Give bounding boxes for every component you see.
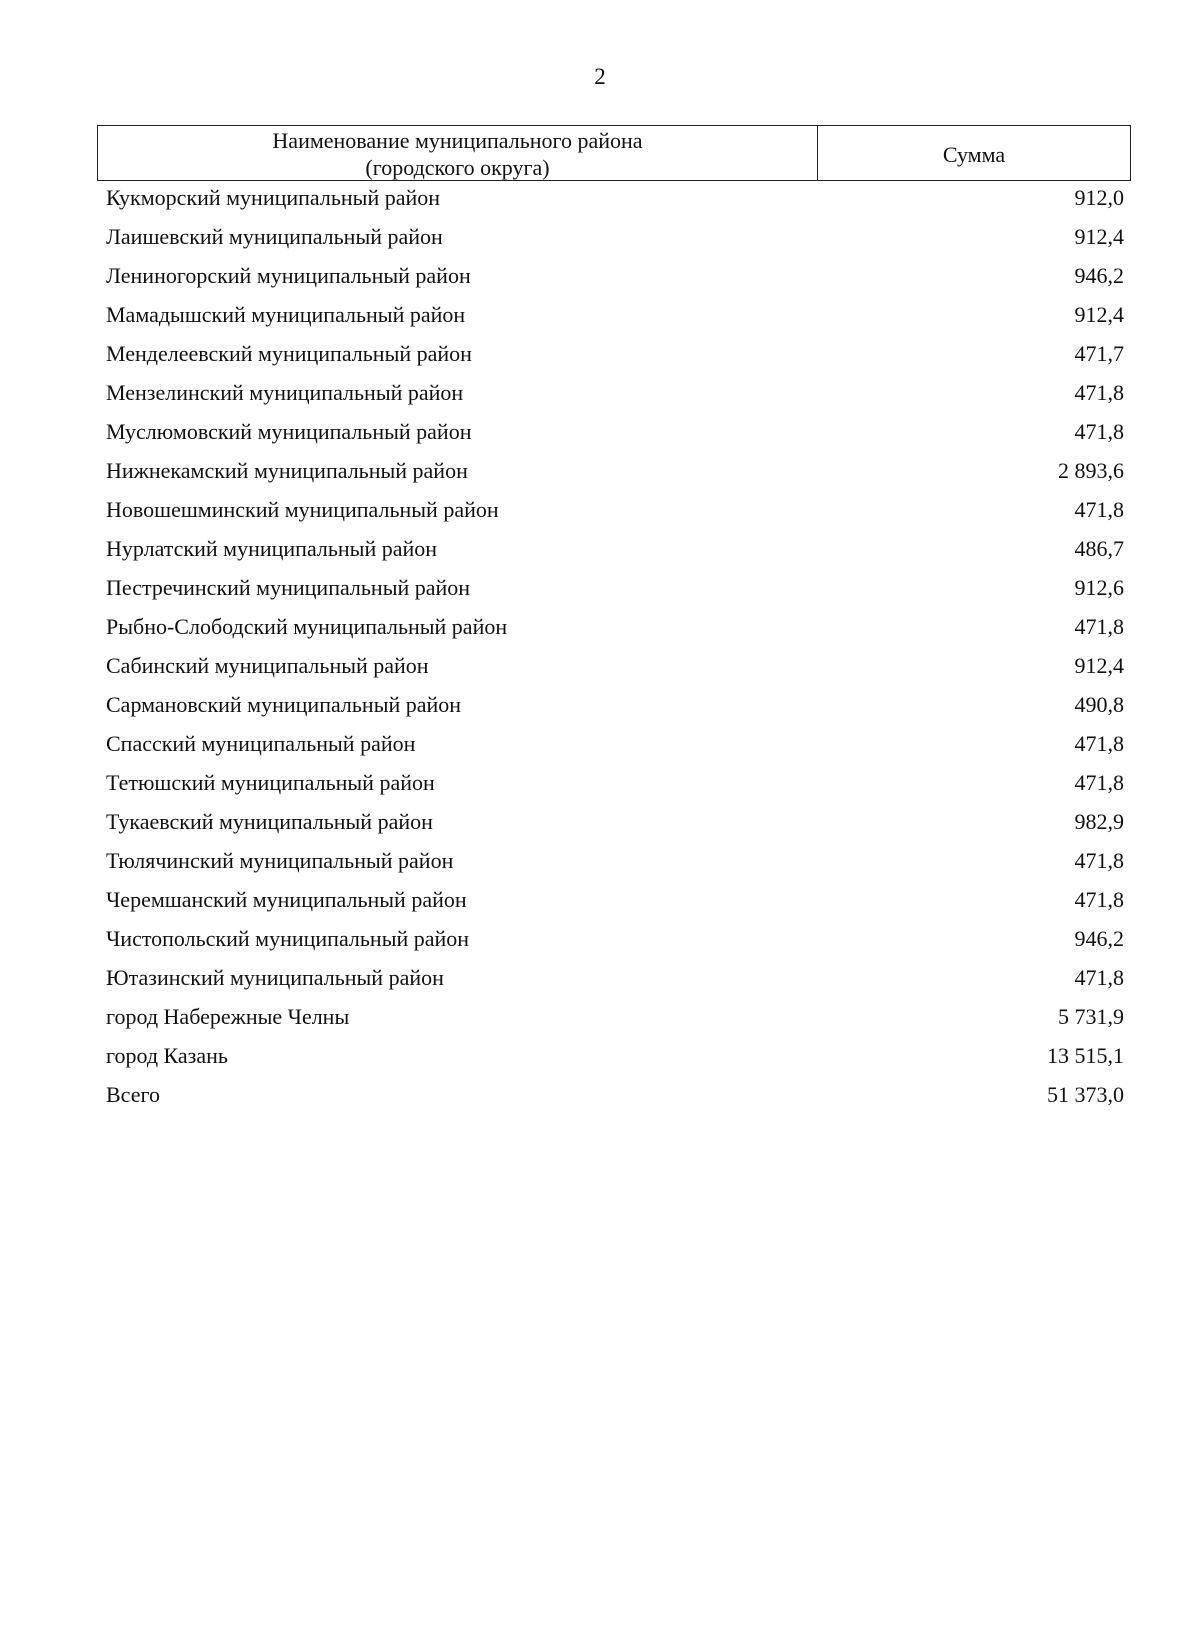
table-row [106, 607, 1124, 646]
table-row [106, 217, 1124, 256]
district-sum: 471,8 [1074, 379, 1124, 405]
header-sum-column: Сумма [942, 142, 1006, 167]
district-sum: 946,2 [1074, 925, 1124, 951]
district-sum: 471,8 [1074, 496, 1124, 522]
district-sum: 912,4 [1074, 223, 1124, 249]
district-sum: 2 893,6 [1058, 457, 1124, 483]
table-row [106, 1075, 1124, 1114]
district-name: город Казань [106, 1042, 228, 1068]
district-name: Тюлячинский муниципальный район [106, 847, 454, 873]
table-row [106, 1036, 1124, 1075]
district-sum: 982,9 [1074, 808, 1124, 834]
district-name: Всего [106, 1081, 160, 1107]
district-sum: 5 731,9 [1058, 1003, 1124, 1029]
table-row [106, 841, 1124, 880]
district-name: Кукморский муниципальный район [106, 184, 441, 210]
district-name: Муслюмовский муниципальный район [106, 418, 472, 444]
district-sum: 471,8 [1074, 847, 1124, 873]
table-row [106, 451, 1124, 490]
district-name: Спасский муниципальный район [106, 730, 416, 756]
district-name: Черемшанский муниципальный район [106, 886, 467, 912]
table-row [106, 646, 1124, 685]
table-row [106, 880, 1124, 919]
table-row [106, 685, 1124, 724]
table-row [106, 334, 1124, 373]
district-name: Мамадышский муниципальный район [106, 301, 466, 327]
district-name: Пестречинский муниципальный район [106, 574, 471, 600]
district-sum: 471,7 [1074, 340, 1124, 366]
table-row [106, 919, 1124, 958]
district-name: Чистопольский муниципальный район [106, 925, 470, 951]
district-name: Рыбно-Слободский муниципальный район [106, 613, 508, 639]
table-row [106, 373, 1124, 412]
district-name: Тукаевский муниципальный район [106, 808, 433, 834]
district-name: город Набережные Челны [106, 1003, 350, 1029]
district-sum: 912,0 [1074, 184, 1124, 210]
table-header [97, 125, 1131, 181]
district-sum: 471,8 [1074, 730, 1124, 756]
header-name-line2: (городского округа) [365, 155, 550, 180]
table-row [106, 295, 1124, 334]
table-row [106, 256, 1124, 295]
district-sum: 471,8 [1074, 769, 1124, 795]
district-sum: 471,8 [1074, 613, 1124, 639]
district-name: Лаишевский муниципальный район [106, 223, 443, 249]
district-name: Нурлатский муниципальный район [106, 535, 438, 561]
table-row [106, 412, 1124, 451]
district-sum: 486,7 [1074, 535, 1124, 561]
table-row [106, 802, 1124, 841]
district-name: Лениногорский муниципальный район [106, 262, 471, 288]
table-row [106, 568, 1124, 607]
table-row [106, 490, 1124, 529]
page-number: 2 [594, 64, 606, 89]
district-name: Новошешминский муниципальный район [106, 496, 499, 522]
district-sum: 471,8 [1074, 418, 1124, 444]
district-sum: 912,6 [1074, 574, 1124, 600]
table-row [106, 529, 1124, 568]
header-name-column [98, 126, 818, 180]
district-sum: 490,8 [1074, 691, 1124, 717]
district-sum: 912,4 [1074, 652, 1124, 678]
district-name: Тетюшский муниципальный район [106, 769, 435, 795]
table-row [106, 763, 1124, 802]
district-sum: 51 373,0 [1047, 1081, 1124, 1107]
district-sum: 471,8 [1074, 964, 1124, 990]
district-name: Мензелинский муниципальный район [106, 379, 464, 405]
district-name: Сармановский муниципальный район [106, 691, 462, 717]
district-name: Ютазинский муниципальный район [106, 964, 444, 990]
district-sum: 912,4 [1074, 301, 1124, 327]
table-body [106, 178, 1124, 1114]
district-name: Менделеевский муниципальный район [106, 340, 472, 366]
district-sum: 471,8 [1074, 886, 1124, 912]
table-row [106, 724, 1124, 763]
header-name-line1: Наименование муниципального района [272, 128, 643, 153]
table-row [106, 178, 1124, 217]
district-name: Сабинский муниципальный район [106, 652, 429, 678]
district-name: Нижнекамский муниципальный район [106, 457, 468, 483]
district-sum: 946,2 [1074, 262, 1124, 288]
district-sum: 13 515,1 [1047, 1042, 1124, 1068]
table-row [106, 997, 1124, 1036]
table-row [106, 958, 1124, 997]
